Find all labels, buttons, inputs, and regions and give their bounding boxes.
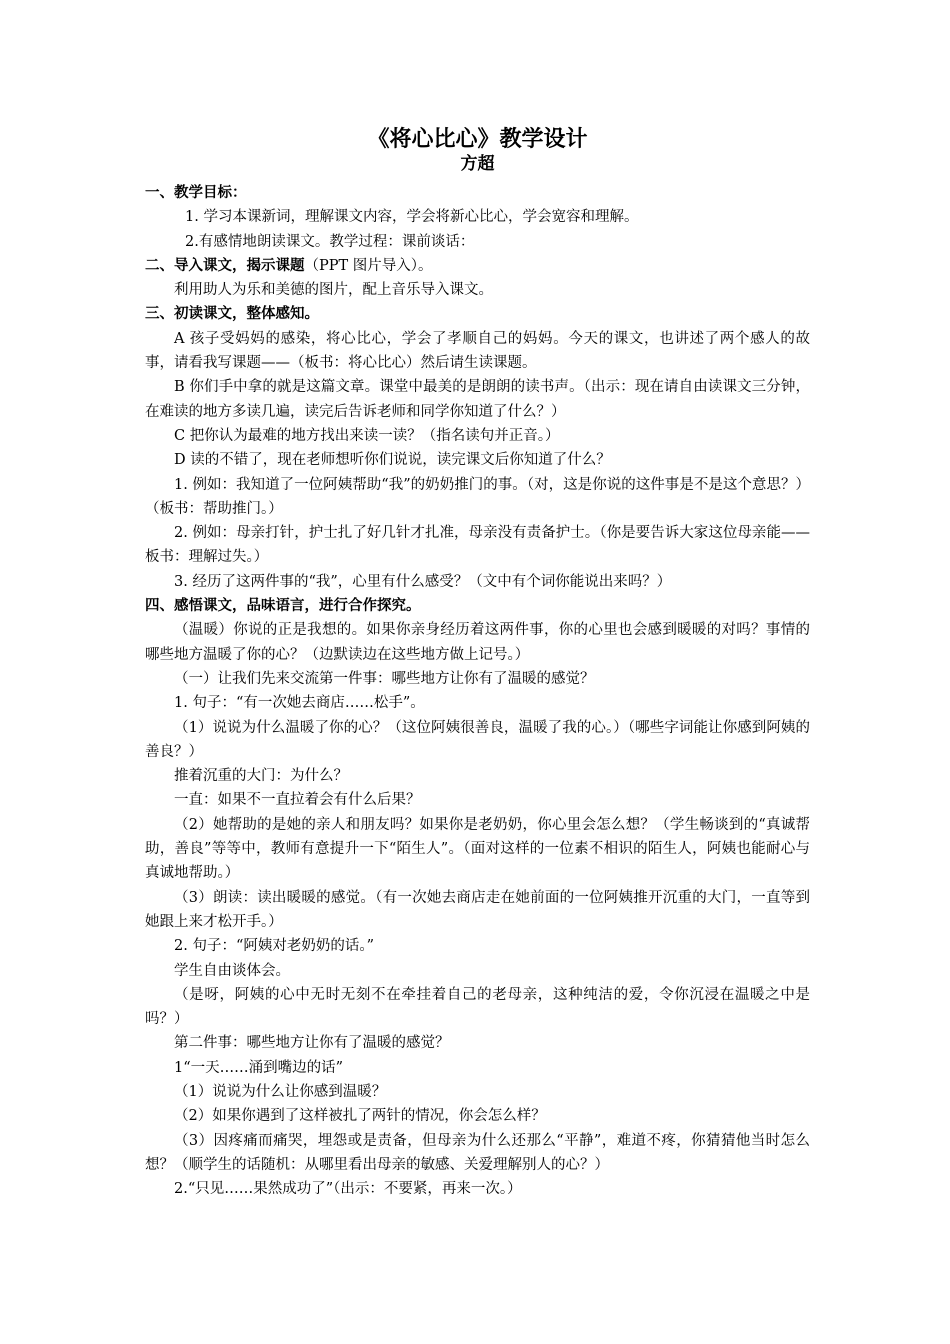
paragraph-s4-12: 第二件事：哪些地方让你有了温暖的感觉？ <box>174 1035 450 1052</box>
paragraph-s4-15: （2）如果你遇到了这样被扎了两针的情况，你会怎么样？ <box>174 1108 546 1125</box>
paragraph-example-3: 3. 经历了这两件事的“我”，心里有什么感受？（文中有个词你能说出来吗？） <box>174 573 672 590</box>
document-title: 《将心比心》教学设计 <box>367 126 588 152</box>
paragraph-s4-11: （是呀，阿姨的心中无时无刻不在牵挂着自己的老母亲，这种纯洁的爱，令你沉浸在温暖之中是吗？） <box>145 986 810 1028</box>
paragraph-s4-3: 1. 句子：“有一次她去商店……松手”。 <box>174 695 425 712</box>
paragraph-example-2: 2. 例如：母亲打针，护士扎了好几针才扎准，母亲没有责备护士。（你是要告诉大家这位母亲能——板书：理解过失。） <box>145 525 810 566</box>
section-heading-3: 三、初读课文，整体感知。 <box>145 305 319 323</box>
paragraph-s4-5: 推着沉重的大门：为什么？ <box>174 768 348 785</box>
document-body <box>145 125 810 1201</box>
paragraph-s4-1: （温暖）你说的正是我想的。如果你亲身经历着这两件事，你的心里也会感到暖暖的对吗？事情的哪些地方温暖了你的心？（边默读边在这些地方做上记号。） <box>145 622 810 663</box>
paragraph-s4-8: （3）朗读：读出暖暖的感觉。（有一次她去商店走在她前面的一位阿姨推开沉重的大门，一直等到她跟上来才松开手。） <box>145 889 810 930</box>
section-heading-2-text: 二、导入课文，揭示课题 <box>145 256 305 274</box>
paragraph-s4-16: （3）因疼痛而痛哭，埋怨或是责备，但母亲为什么还那么“平静”，难道不疼，你猜猜他当时怎么想？（顺学生的话随机：从哪里看出母亲的敏感、关爱理解别人的心？） <box>145 1132 810 1173</box>
paragraph-s4-13: 1“一天……涌到嘴边的话” <box>174 1059 344 1076</box>
section-heading-2 <box>145 254 810 278</box>
paragraph-s4-2: （一）让我们先来交流第一件事：哪些地方让你有了温暖的感觉？ <box>174 670 595 687</box>
paragraph-s4-4: （1）说说为什么温暖了你的心？（这位阿姨很善良，温暖了我的心。）（哪些字词能让你感到阿姨的善良？） <box>145 719 810 760</box>
section-heading-1: 一、教学目标： <box>145 184 247 201</box>
author-name: 方超 <box>460 154 495 174</box>
intro-paragraph: 利用助人为乐和美德的图片，配上音乐导入课文。 <box>174 282 493 299</box>
paragraph-s4-14: （1）说说为什么让你感到温暖？ <box>174 1083 387 1100</box>
paragraph-a: A 孩子受妈妈的感染，将心比心，学会了孝顺自己的妈妈。今天的课文，也讲述了两个感人的故事，请看我写课题——（板书：将心比心）然后请生读课题。 <box>145 330 810 372</box>
paragraph-example-1: 1. 例如：我知道了一位阿姨帮助“我”的奶奶推门的事。（对，这是你说的这件事是不是这个意思？）（板书：帮助推门。） <box>145 476 810 517</box>
paragraph-s4-17: 2.“只见……果然成功了”（出示：不要紧，再来一次。） <box>174 1181 522 1198</box>
paragraph-b: B 你们手中拿的就是这篇文章。课堂中最美的是朗朗的读书声。（出示：现在请自由读课文三分钟，在难读的地方多读几遍，读完后告诉老师和同学你知道了什么？） <box>145 379 810 420</box>
paragraph-s4-7: （2）她帮助的是她的亲人和朋友吗？如果你是老奶奶，你心里会怎么想？（学生畅谈到的“真诚帮助，善良”等等中，教师有意提升一下“陌生人”。（面对这样的一位素不相识的陌生人，阿姨也能耐心与真诚地帮助。） <box>145 816 810 882</box>
paragraph-s4-6: 一直：如果不一直拉着会有什么后果？ <box>174 792 421 809</box>
paragraph-c: C 把你认为最难的地方找出来读一读？（指名读句并正音。） <box>174 427 560 444</box>
paragraph-d: D 读的不错了，现在老师想听你们说说，读完课文后你知道了什么？ <box>174 452 611 469</box>
paragraph-s4-9: 2. 句子：“阿姨对老奶奶的话。” <box>174 938 375 955</box>
section-heading-4: 四、感悟课文，品味语言，进行合作探究。 <box>145 597 421 615</box>
paragraph-s4-10: 学生自由谈体会。 <box>174 962 290 979</box>
section-heading-2-note: （PPT 图片导入）。 <box>304 257 433 274</box>
objective-item-1: 1. 学习本课新词，理解课文内容，学会将新心比心，学会宽容和理解。 <box>185 209 639 226</box>
objective-item-2: 2.有感情地朗读课文。教学过程：课前谈话： <box>185 233 475 250</box>
